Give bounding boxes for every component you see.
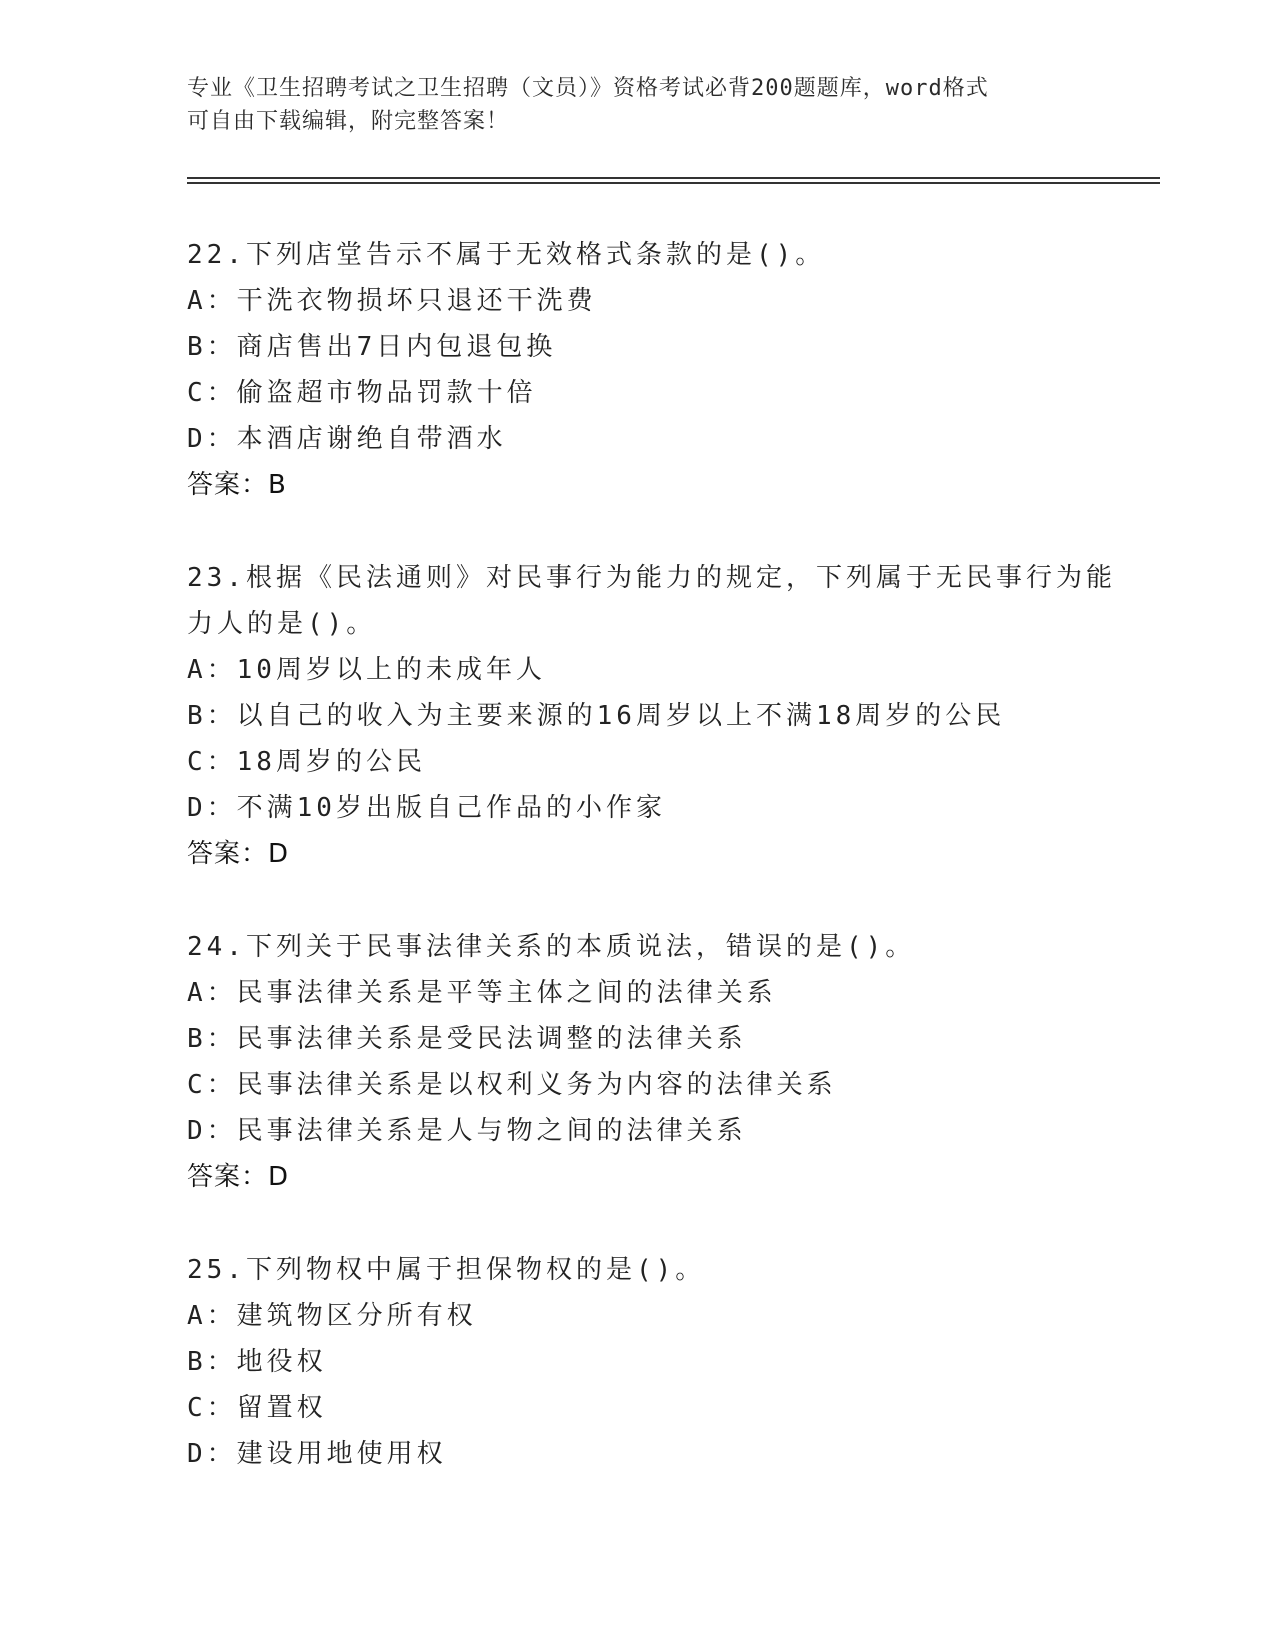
option-a: A：10周岁以上的未成年人 [187, 655, 546, 685]
option-d: D：不满10岁出版自己作品的小作家 [187, 793, 666, 823]
question-22 [187, 232, 1087, 508]
document-header [187, 72, 1087, 138]
question-23 [187, 555, 1116, 877]
header-line-2: 可自由下载编辑，附完整答案！ [187, 109, 510, 134]
option-d: D：本酒店谢绝自带酒水 [187, 424, 507, 454]
option-c: C：偷盗超市物品罚款十倍 [187, 378, 537, 408]
option-b: B：地役权 [187, 1347, 327, 1377]
option-b: B：民事法律关系是受民法调整的法律关系 [187, 1024, 747, 1054]
option-d: D：建设用地使用权 [187, 1439, 447, 1469]
question-stem: 24.下列关于民事法律关系的本质说法，错误的是()。 [187, 932, 916, 962]
option-c: C：留置权 [187, 1393, 327, 1423]
header-line-1: 专业《卫生招聘考试之卫生招聘（文员）》资格考试必背200题题库，word格式 [187, 76, 989, 101]
answer-line: 答案：D [187, 839, 290, 869]
question-stem-continued: 力人的是()。 [187, 609, 377, 639]
option-c: C：民事法律关系是以权利义务为内容的法律关系 [187, 1070, 837, 1100]
option-a: A：干洗衣物损坏只退还干洗费 [187, 286, 597, 316]
option-d: D：民事法律关系是人与物之间的法律关系 [187, 1116, 747, 1146]
question-25 [187, 1247, 1087, 1477]
answer-line: 答案：D [187, 1162, 290, 1192]
header-rule-top [187, 177, 1160, 179]
header-rule-bottom [187, 182, 1160, 184]
question-stem: 23.根据《民法通则》对民事行为能力的规定，下列属于无民事行为能 [187, 563, 1116, 593]
option-c: C：18周岁的公民 [187, 747, 426, 777]
question-stem: 25.下列物权中属于担保物权的是()。 [187, 1255, 706, 1285]
answer-line: 答案：B [187, 470, 287, 500]
question-stem: 22.下列店堂告示不属于无效格式条款的是()。 [187, 240, 826, 270]
option-a: A：建筑物区分所有权 [187, 1301, 477, 1331]
question-list [187, 232, 1116, 1524]
option-b: B：以自己的收入为主要来源的16周岁以上不满18周岁的公民 [187, 701, 1006, 731]
option-b: B：商店售出7日内包退包换 [187, 332, 557, 362]
option-a: A：民事法律关系是平等主体之间的法律关系 [187, 978, 777, 1008]
question-24 [187, 924, 1087, 1200]
